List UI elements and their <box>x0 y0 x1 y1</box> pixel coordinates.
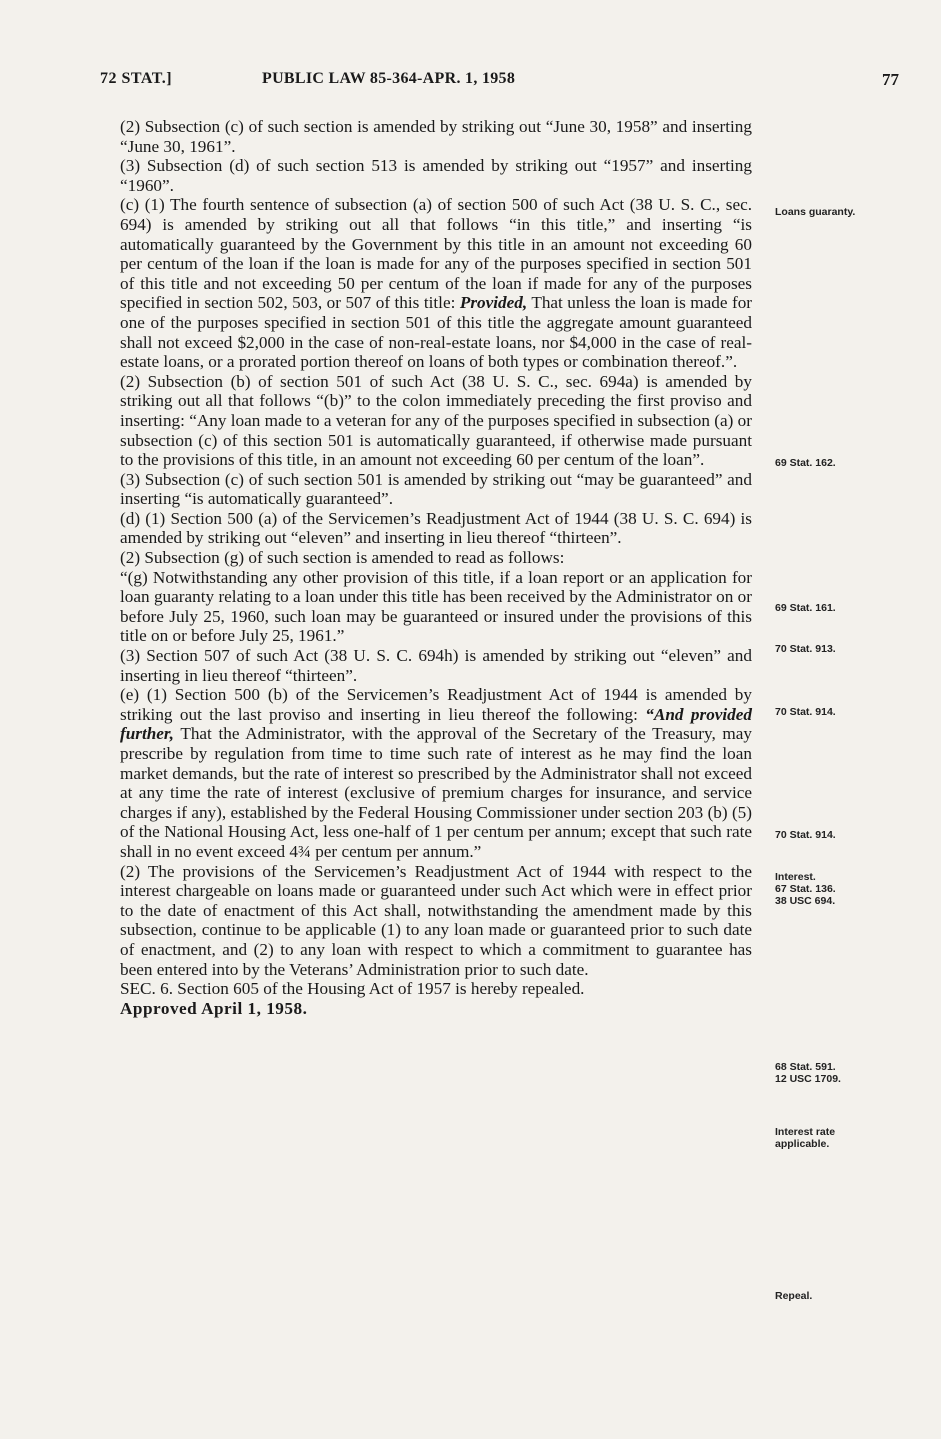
statute-body <box>120 117 752 1018</box>
paragraph-e2: (2) The provisions of the Servicemen’s Readjustment Act of 1944 with respect to the interest chargeable on loans made or guaranteed under such Act which were in effect prior to the date of enactment of this Act shall, notwithstanding the amendment made by this subsection, continue to be applicable (1) to any loan made or guaranteed prior to such date of enactment, and (2) to any loan with respect to which a commitment to guarantee has been entered into by the Veterans’ Administration prior to such date. <box>120 861 752 979</box>
paragraph-b2: (2) Subsection (c) of such section is amended by striking out “June 30, 1958” and inserting “June 30, 1961”. <box>120 117 752 156</box>
proviso-italic: Provided, <box>459 293 528 313</box>
margin-note-interest: Interest. 67 Stat. 136. 38 USC 694. <box>775 871 836 907</box>
paragraph-c1 <box>120 195 752 371</box>
paragraph-e1 <box>120 685 752 861</box>
margin-note-68-stat-591: 68 Stat. 591. 12 USC 1709. <box>775 1061 841 1085</box>
volume-reference: 72 STAT.] <box>100 70 173 87</box>
paragraph-d1: (d) (1) Section 500 (a) of the Servicemen’s Readjustment Act of 1944 (38 U. S. C. 694) is amended by striking out “eleven” and inserting in lieu thereof “thirteen”. <box>120 508 752 548</box>
running-title: PUBLIC LAW 85-364-APR. 1, 1958 <box>262 70 516 87</box>
paragraph-d3: (3) Section 507 of such Act (38 U. S. C. 694h) is amended by striking out “eleven” and inserting in lieu thereof “thirteen”. <box>120 646 752 685</box>
approval-line: Approved April 1, 1958. <box>120 998 308 1018</box>
margin-note-69-stat-162: 69 Stat. 162. <box>775 457 836 469</box>
margin-note-69-stat-161: 69 Stat. 161. <box>775 602 836 614</box>
paragraph-c3: (3) Subsection (c) of such section 501 is amended by striking out “may be guaranteed” and inserting “is automatically guaranteed”. <box>120 469 752 509</box>
margin-note-70-stat-914-b: 70 Stat. 914. <box>775 829 836 841</box>
paragraph-b3: (3) Subsection (d) of such section 513 is amended by striking out “1957” and inserting “1960”. <box>120 156 752 195</box>
page-header <box>100 70 905 96</box>
margin-note-loans-guaranty: Loans guaranty. <box>775 206 856 218</box>
margin-note-repeal: Repeal. <box>775 1290 813 1302</box>
paragraph-e1-text: (e) (1) Section 500 (b) of the Servicemen’s Readjustment Act of 1944 is amended by striking out the last proviso and inserting in lieu thereof the following: <box>120 685 752 724</box>
proviso-e1-text: That the Administrator, with the approval of the Secretary of the Treasury, may prescribe by regulation from time to time such rate of interest as he may find the loan market demands, but the rate of interest so prescribed by the Administrator shall not exceed at any time the rate of interest (exclusive of premium charges for insurance, and service charges if any), established by the Federal Housing Commissioner under section 203 (b) (5) of the National Housing Act, less one-half of 1 per centum per annum; except that such rate shall in no event exceed 4¾ per centum per annum.” <box>120 724 752 861</box>
paragraph-c2: (2) Subsection (b) of section 501 of such Act (38 U. S. C., sec. 694a) is amended by striking out all that follows “(b)” to the colon immediately preceding the first proviso and inserting: “Any loan made to a veteran for any of the purposes specified in subsection (a) or subsection (c) of this section 501 is automatically guaranteed, if otherwise made pursuant to the provisions of this title, in an amount not exceeding 60 per centum of the loan”. <box>120 371 752 470</box>
paragraph-c1-text: (c) (1) The fourth sentence of subsection (a) of section 500 of such Act (38 U. S. C., sec. 694) is amended by striking out all that follows “in this title,” and inserting “is automatically guaranteed by the Government by this title in an amount not exceeding 60 per centum of the loan if the loan is made for any of the purposes specified in section 501 of this title and not exceeding 50 per centum of the loan if made for any of the purposes specified in section 502, 503, or 507 of this title: <box>120 195 752 313</box>
proviso-further-italic: “And provided further, <box>120 704 753 744</box>
paragraph-d2-quote: “(g) Notwithstanding any other provision of this title, if a loan report or an application for loan guaranty relating to a loan under this title has been received by the Administrator on or before July 25, 1960, such loan may be guaranteed or insured under the provisions of this title on or before July 25, 1961.” <box>120 567 752 646</box>
page-number: 77 <box>882 70 899 89</box>
proviso-c1-text: That unless the loan is made for one of the purposes specified in section 501 of this title the aggregate amount guaranteed shall not exceed $2,000 in the case of non-real-estate loans, nor $4,000 in the case of real-estate loans, or a prorated portion thereof on loans of both types or combination thereof.”. <box>120 293 753 372</box>
margin-note-70-stat-914-a: 70 Stat. 914. <box>775 706 836 718</box>
margin-note-70-stat-913: 70 Stat. 913. <box>775 643 836 655</box>
section-6: SEC. 6. Section 605 of the Housing Act of 1957 is hereby repealed. <box>120 979 585 999</box>
margin-note-interest-rate: Interest rate applicable. <box>775 1126 836 1150</box>
paragraph-d2: (2) Subsection (g) of such section is amended to read as follows: <box>120 548 565 568</box>
